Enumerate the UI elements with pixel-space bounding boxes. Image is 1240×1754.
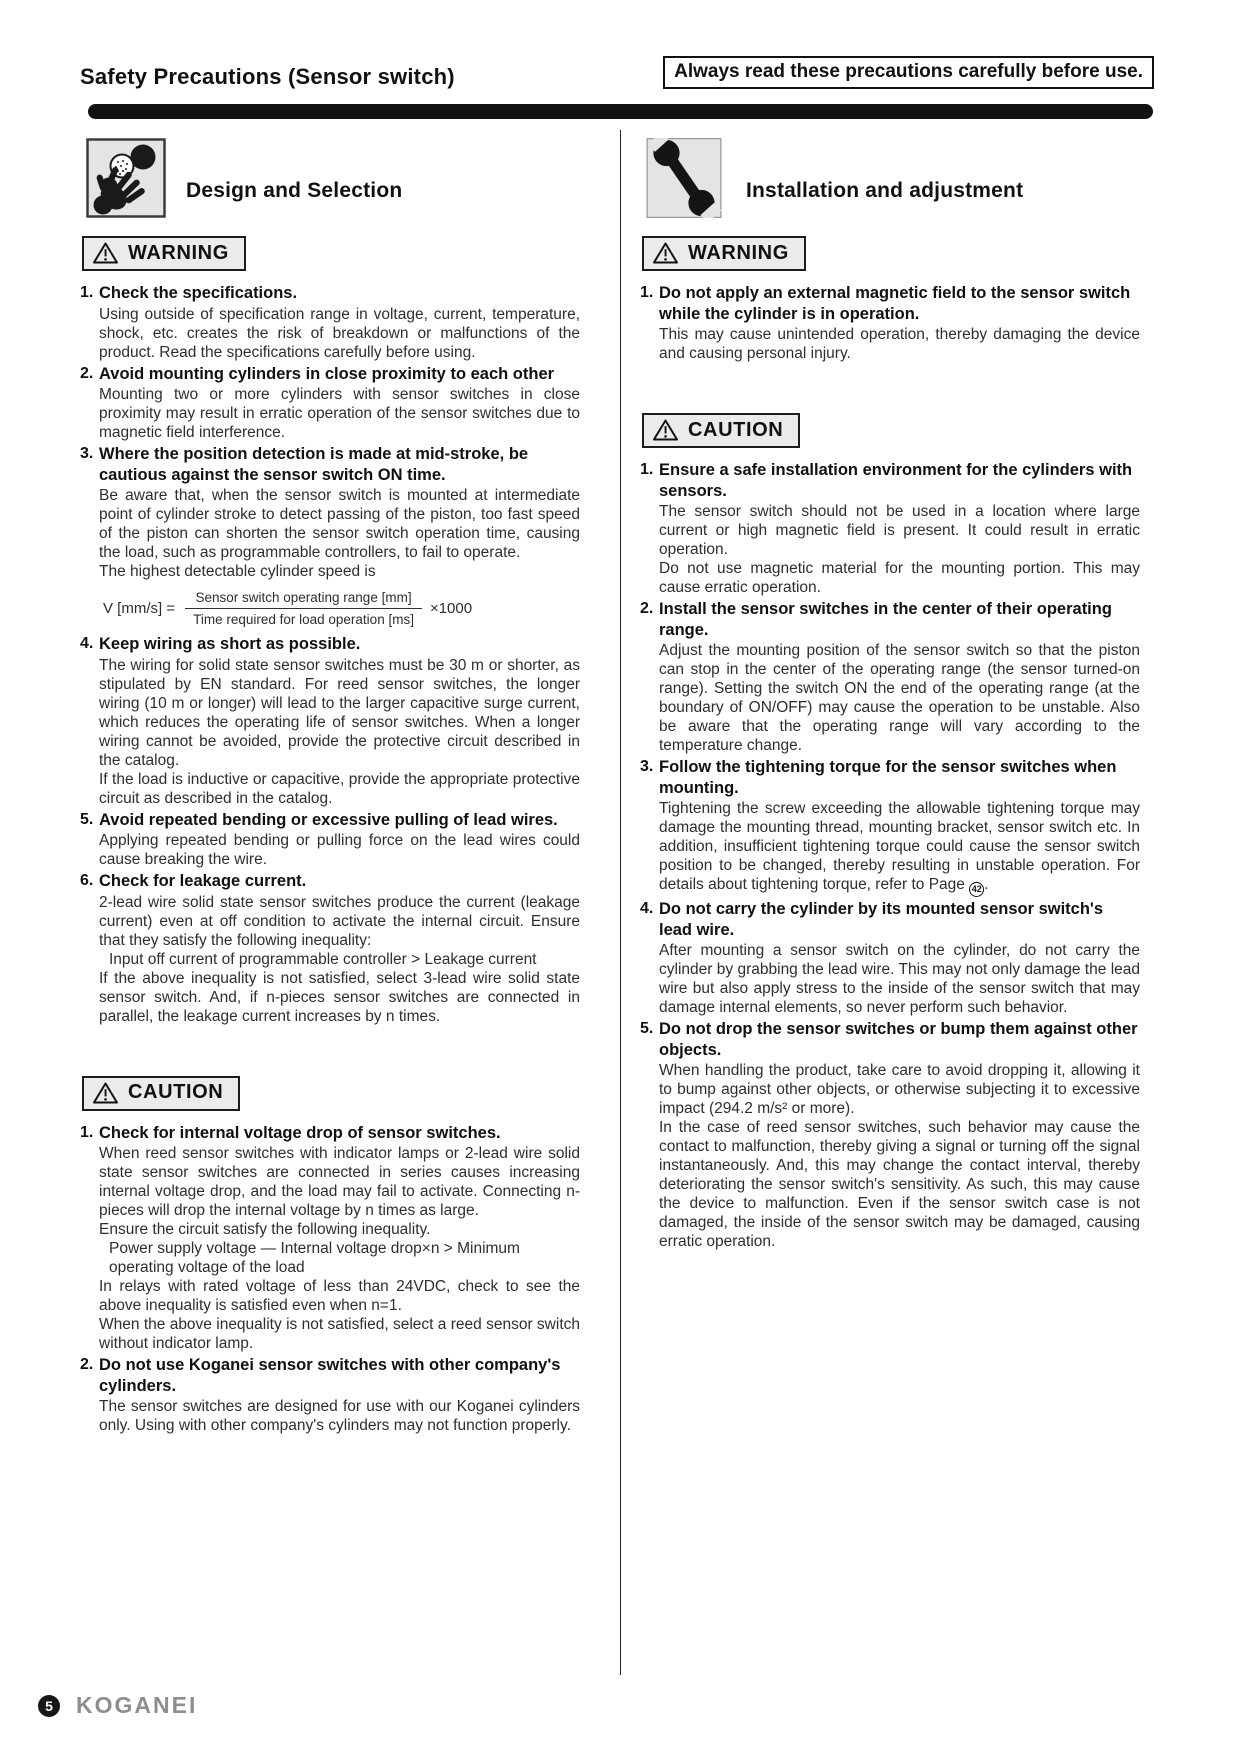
- warning-triangle-icon: [92, 241, 119, 265]
- item-heading: Follow the tightening torque for the sensor switches when mounting.: [659, 758, 1117, 797]
- left-section-title: Design and Selection: [186, 179, 403, 202]
- formula-numerator: Sensor switch operating range [mm]: [195, 590, 412, 605]
- right-blocks: [640, 236, 1140, 1251]
- item-number: 4.: [640, 900, 654, 917]
- formula-suffix: ×1000: [429, 600, 473, 617]
- item-paragraph: Ensure the circuit satisfy the following inequality.: [99, 1221, 431, 1238]
- item-number: 3.: [640, 758, 654, 775]
- notice-box: Always read these precautions carefully before use.: [663, 56, 1154, 89]
- warning-label: [642, 236, 806, 271]
- item-paragraph: Tightening the screw exceeding the allowable tightening torque may damage the mounting thread, mounting bracket, sensor switch etc. In addition, insufficient tightening torque could cause the sensor switch position to be changed, thereby resulting in unstable operation. For details about tightening torque, refer to Page 42 .: [659, 799, 1140, 897]
- item-paragraph: Power supply voltage — Internal voltage drop×n > Minimum operating voltage of the load: [109, 1240, 520, 1276]
- item-paragraph: The sensor switches are designed for use with our Koganei cylinders only. Using with other company's cylinders may not function properly.: [99, 1398, 580, 1434]
- item-number: 2.: [80, 1356, 94, 1373]
- item-number: 6.: [80, 872, 94, 889]
- brand-logo: KOGANEI: [76, 1692, 198, 1718]
- item-heading: Check for leakage current.: [99, 872, 307, 890]
- item-heading: Do not apply an external magnetic field to the sensor switch while the cylinder is in operation.: [659, 284, 1131, 323]
- right-caution-block: [640, 413, 1140, 1251]
- page-number-badge: 5: [38, 1695, 60, 1717]
- item-number: 1.: [640, 461, 654, 478]
- page-title: Safety Precautions (Sensor switch): [80, 64, 455, 89]
- item-heading: Check for internal voltage drop of sensor switches.: [99, 1123, 501, 1142]
- header-rule: [88, 104, 1153, 119]
- alert-label-text: WARNING: [688, 241, 789, 264]
- right-section-title: Installation and adjustment: [746, 179, 1024, 202]
- item-paragraph: Input off current of programmable controller > Leakage current: [109, 950, 537, 968]
- warning-label: [82, 236, 246, 271]
- item-heading: Check the specifications.: [99, 284, 298, 302]
- precaution-item: [80, 1355, 580, 1435]
- item-paragraph: The sensor switch should not be used in a location where large current or high magnetic field is present. It could result in erratic operation.: [659, 503, 1140, 558]
- item-paragraph: 2-lead wire solid state sensor switches produce the current (leakage current) even at off condition to activate the internal circuit. Ensure that they satisfy the following inequality:: [99, 893, 580, 949]
- item-paragraph: When the above inequality is not satisfied, select a reed sensor switch without indicator lamp.: [99, 1316, 580, 1352]
- precaution-item: [640, 460, 1140, 597]
- left-caution-block: [80, 1076, 580, 1436]
- item-heading: Keep wiring as short as possible.: [99, 635, 361, 653]
- caution-label: [82, 1076, 240, 1111]
- item-heading: Do not use Koganei sensor switches with other company's cylinders.: [99, 1356, 561, 1395]
- right-section-head: [646, 138, 1140, 218]
- item-paragraph: When reed sensor switches with indicator lamps or 2-lead wire solid state sensor switches are connected in series causes increasing internal voltage drop, and the load may fail to activate. Connecting n-pieces will drop the internal voltage by n times as large.: [99, 1145, 580, 1219]
- warning-triangle-icon: [652, 241, 679, 265]
- item-heading: Ensure a safe installation environment for the cylinders with sensors.: [659, 461, 1133, 500]
- item-number: 2.: [640, 600, 654, 617]
- item-number: 1.: [80, 1123, 94, 1141]
- page-footer: [38, 1692, 197, 1719]
- item-paragraph: In relays with rated voltage of less than 24VDC, check to see the above inequality is satisfied even when n=1.: [99, 1278, 580, 1314]
- item-paragraph: Applying repeated bending or pulling force on the lead wires could cause breaking the wire.: [99, 832, 580, 868]
- item-heading: Do not carry the cylinder by its mounted sensor switch's lead wire.: [659, 900, 1104, 939]
- item-paragraph: Be aware that, when the sensor switch is mounted at intermediate point of cylinder stroke to detect passing of the piston, too fast speed of the piston can shorten the sensor switch operation time, causing the load, such as programmable controllers, to fail to operate.: [99, 487, 580, 561]
- caution-label: [642, 413, 800, 448]
- precaution-item: [80, 283, 580, 362]
- precaution-item: [80, 634, 580, 808]
- warning-triangle-icon: [652, 418, 679, 442]
- item-number: 1.: [640, 284, 654, 301]
- right-warning-block: [640, 236, 1140, 363]
- column-divider: [620, 130, 621, 1675]
- precaution-item: [640, 757, 1140, 897]
- item-paragraph: Mounting two or more cylinders with sensor switches in close proximity may result in erratic operation of the sensor switches due to magnetic field interference.: [99, 386, 580, 441]
- item-heading: Do not drop the sensor switches or bump them against other objects.: [659, 1020, 1138, 1059]
- warning-triangle-icon: [92, 1081, 119, 1105]
- wrench-icon: [646, 138, 726, 218]
- precaution-item: [80, 810, 580, 870]
- page-header: [80, 56, 1154, 90]
- item-paragraph: The highest detectable cylinder speed is: [99, 563, 376, 580]
- precaution-item: [640, 283, 1140, 363]
- item-number: 3.: [80, 445, 94, 462]
- precaution-item: [80, 364, 580, 443]
- precaution-item: [640, 599, 1140, 755]
- item-number: 4.: [80, 635, 94, 652]
- item-number: 5.: [640, 1020, 654, 1037]
- page-ref-badge: 42: [969, 882, 984, 897]
- item-paragraph: After mounting a sensor switch on the cylinder, do not carry the cylinder by grabbing the lead wire. This may not only damage the lead wire but also apply stress to the inside of the sensor switch that may damage internal elements, so never perform such behavior.: [659, 942, 1140, 1016]
- precaution-item: [80, 444, 580, 628]
- content-columns: [80, 130, 1140, 1675]
- formula-lhs: V [mm/s] =: [103, 600, 176, 617]
- speed-formula: [103, 589, 580, 628]
- item-paragraph: If the above inequality is not satisfied, select 3-lead wire solid state sensor switch. And, if n-pieces sensor switches are connected in parallel, the leakage current increases by n times.: [99, 969, 580, 1025]
- item-paragraph: Do not use magnetic material for the mounting portion. This may cause erratic operation.: [659, 560, 1140, 596]
- item-paragraph: This may cause unintended operation, thereby damaging the device and causing personal injury.: [659, 326, 1140, 362]
- item-paragraph: The wiring for solid state sensor switches must be 30 m or shorter, as stipulated by EN standard. For reed sensor switches, the longer wiring (10 m or longer) will lead to the larger capacitive surge current, which reduces the operating life of sensor switches. When a longer wiring cannot be avoided, provide the protective circuit described in the catalog.: [99, 656, 580, 769]
- left-section-head: [86, 138, 580, 218]
- precaution-item: [640, 1019, 1140, 1251]
- item-heading: Where the position detection is made at mid-stroke, be cautious against the sensor switch ON time.: [99, 445, 529, 484]
- item-number: 5.: [80, 810, 94, 828]
- item-number: 2.: [80, 364, 94, 382]
- item-heading: Avoid repeated bending or excessive pulling of lead wires.: [99, 810, 558, 829]
- formula-denominator: Time required for load operation [ms]: [185, 608, 422, 628]
- alert-label-text: CAUTION: [128, 1081, 224, 1103]
- left-blocks: [80, 236, 580, 1435]
- alert-label-text: WARNING: [128, 241, 229, 264]
- precaution-item: [80, 871, 580, 1026]
- item-paragraph: In the case of reed sensor switches, such behavior may cause the contact to malfunction, thereby giving a signal or turning off the signal instantaneously. And, this may change the contact interval, thereby deteriorating the sensor switch's sensitivity. As such, this may cause the device to malfunction. Even if the sensor switch case is not damaged, the inside of the sensor switch may be damaged, causing erratic operation.: [659, 1119, 1140, 1250]
- right-column: [640, 130, 1140, 1675]
- left-warning-block: [80, 236, 580, 1026]
- item-heading: Avoid mounting cylinders in close proximity to each other: [99, 364, 555, 383]
- design-selection-icon: [86, 138, 166, 218]
- item-paragraph: When handling the product, take care to avoid dropping it, allowing it to bump against other objects, or otherwise subjecting it to excessive impact (294.2 m/s² or more).: [659, 1062, 1140, 1117]
- item-paragraph: Using outside of specification range in voltage, current, temperature, shock, etc. creates the risk of breakdown or malfunctions of the product. Read the specifications carefully before using.: [99, 305, 580, 361]
- precaution-item: [640, 899, 1140, 1017]
- alert-label-text: CAUTION: [688, 418, 784, 441]
- item-heading: Install the sensor switches in the center of their operating range.: [659, 600, 1112, 639]
- item-paragraph: If the load is inductive or capacitive, provide the appropriate protective circuit as described in the catalog.: [99, 770, 580, 807]
- item-number: 1.: [80, 284, 94, 301]
- left-column: [80, 130, 580, 1675]
- item-paragraph: Adjust the mounting position of the sensor switch so that the piston can stop in the center of the operating range (the sensor turned-on range). Setting the switch ON the end of the operating range (at the boundary of ON/OFF) may cause the operation to be unstable. Also be aware that the operating range will vary according to the temperature change.: [659, 642, 1140, 754]
- precaution-item: [80, 1123, 580, 1354]
- formula-fraction: [185, 589, 422, 628]
